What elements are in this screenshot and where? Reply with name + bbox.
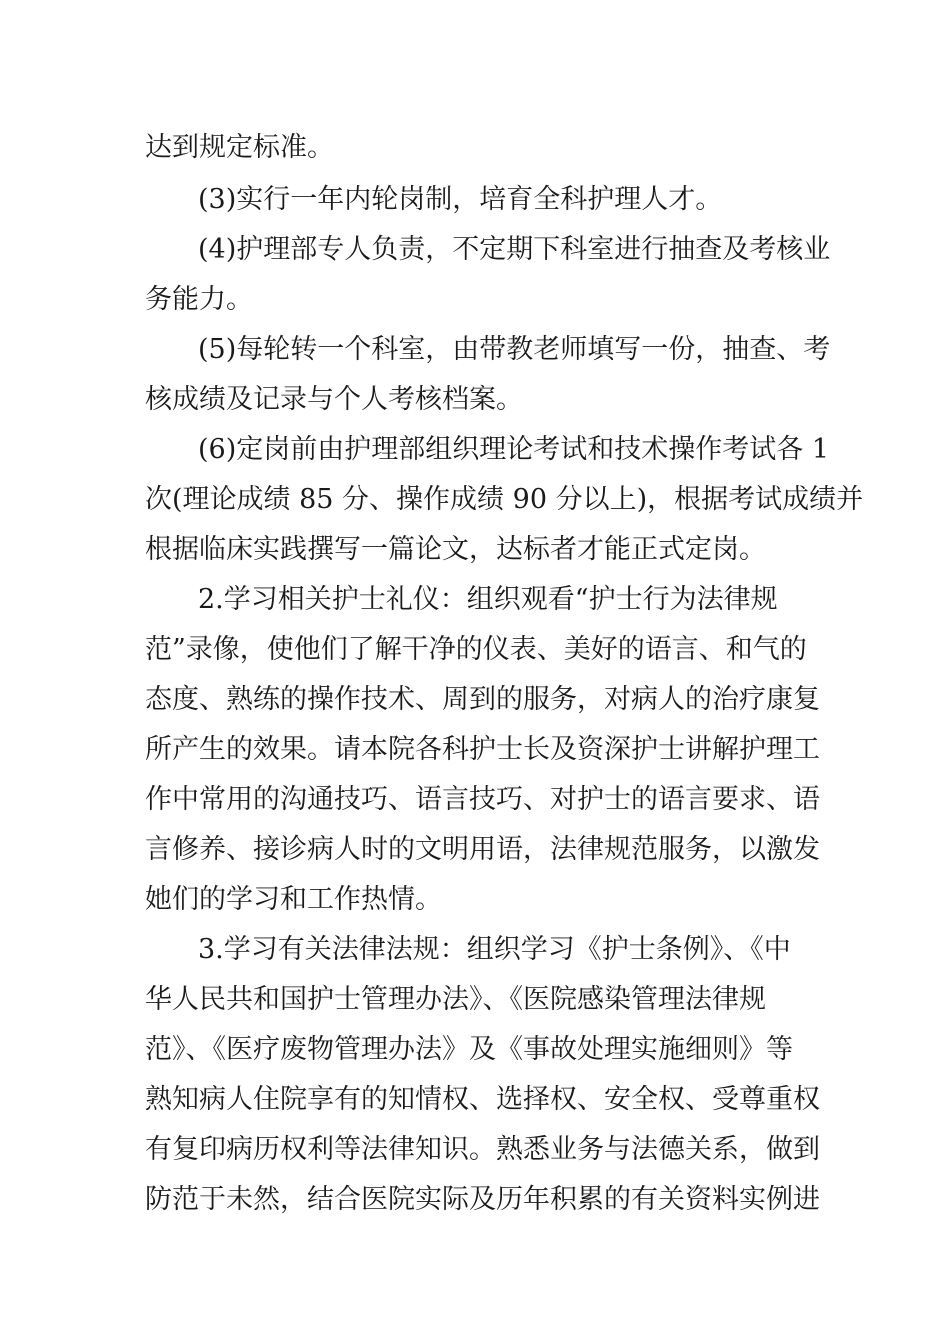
paragraph-line: 范》、《医疗废物管理办法》及《事故处理实施细则》等: [145, 1034, 793, 1065]
paragraph-line: 核成绩及记录与个人考核档案。: [145, 384, 523, 415]
paragraph-line: (4)护理部专人负责，不定期下科室进行抽查及考核业: [198, 234, 831, 265]
paragraph-line: 熟知病人住院享有的知情权、选择权、安全权、受尊重权: [145, 1084, 820, 1115]
paragraph-line: 言修养、接诊病人时的文明用语，法律规范服务，以激发: [145, 834, 820, 865]
paragraph-line: 务能力。: [145, 284, 253, 315]
paragraph-line: 3.学习有关法律法规：组织学习《护士条例》、《中: [198, 934, 791, 965]
paragraph-line: 所产生的效果。请本院各科护士长及资深护士讲解护理工: [145, 734, 820, 765]
paragraph-line: 作中常用的沟通技巧、语言技巧、对护士的语言要求、语: [145, 784, 820, 815]
paragraph-line: 2.学习相关护士礼仪：组织观看“护士行为法律规: [198, 584, 778, 615]
paragraph-line: 态度、熟练的操作技术、周到的服务，对病人的治疗康复: [145, 684, 820, 715]
paragraph-line: 次(理论成绩 85 分、操作成绩 90 分以上)，根据考试成绩并: [145, 484, 864, 515]
paragraph-line: 防范于未然，结合医院实际及历年积累的有关资料实例进: [145, 1184, 820, 1215]
paragraph-line: (3)实行一年内轮岗制，培育全科护理人才。: [198, 184, 723, 215]
paragraph-line: 有复印病历权利等法律知识。熟悉业务与法德关系，做到: [145, 1134, 820, 1165]
paragraph-line: 根据临床实践撰写一篇论文，达标者才能正式定岗。: [145, 534, 766, 565]
paragraph-line: 范”录像，使他们了解干净的仪表、美好的语言、和气的: [145, 634, 807, 665]
paragraph-line: 她们的学习和工作热情。: [145, 884, 442, 915]
paragraph-line: (5)每轮转一个科室，由带教老师填写一份，抽查、考: [198, 334, 831, 365]
paragraph-line: 华人民共和国护士管理办法》、《医院感染管理法律规: [145, 984, 766, 1015]
paragraph-line: (6)定岗前由护理部组织理论考试和技术操作考试各 1: [198, 434, 830, 465]
paragraph-line: 达到规定标准。: [145, 132, 334, 163]
